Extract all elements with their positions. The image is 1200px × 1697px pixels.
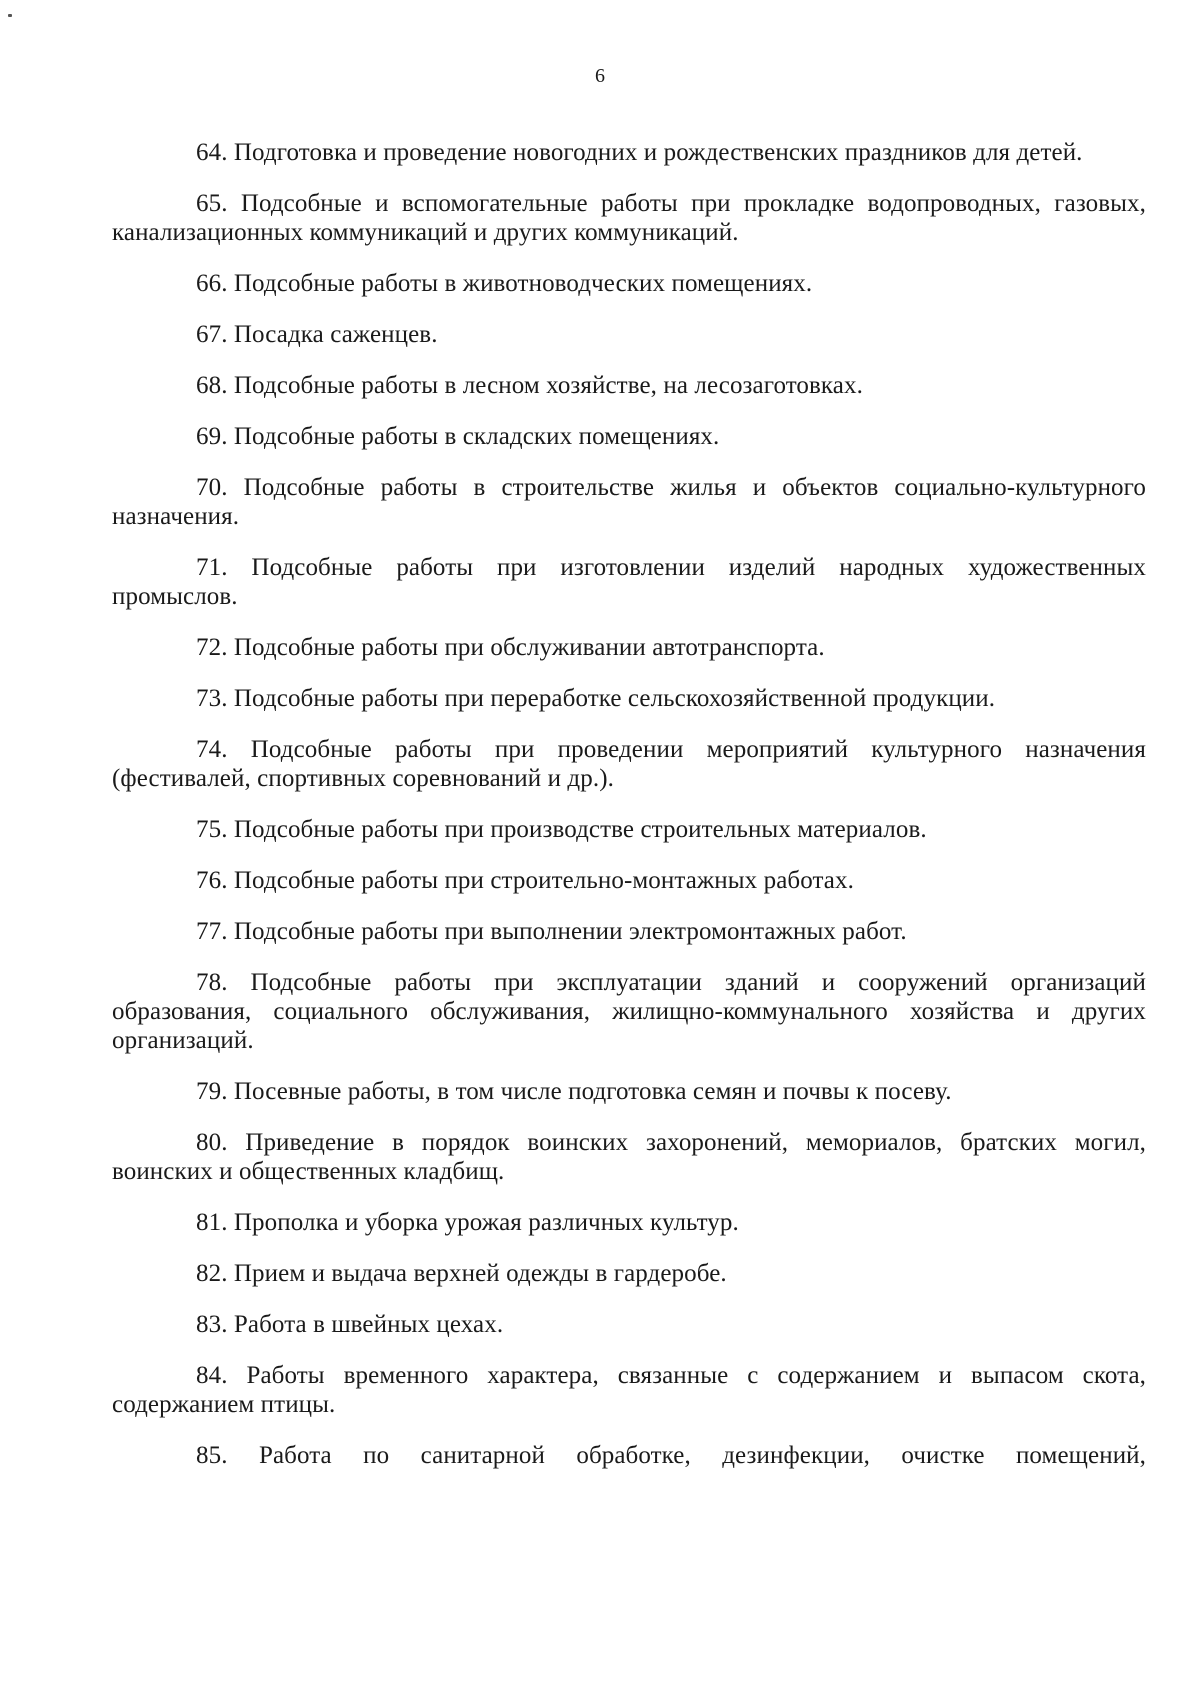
list-item-66: 66. Подсобные работы в животноводческих помещениях. (196, 270, 813, 297)
list-item-78: 78. Подсобные работы при эксплуатации зданий и сооружений организаций образования, социального обслуживания, жилищно-коммунального хозяйства и других организаций. (112, 969, 1146, 1054)
list-item-83: 83. Работа в швейных цехах. (196, 1311, 504, 1338)
list-item-79: 79. Посевные работы, в том числе подготовка семян и почвы к посеву. (196, 1078, 952, 1105)
list-item-71: 71. Подсобные работы при изготовлении изделий народных художественных промыслов. (112, 554, 1146, 610)
list-item-70: 70. Подсобные работы в строительстве жилья и объектов социально-культурного назначения. (112, 474, 1146, 530)
list-item-67: 67. Посадка саженцев. (196, 321, 438, 348)
list-item-80: 80. Приведение в порядок воинских захоронений, мемориалов, братских могил, воинских и общественных кладбищ. (112, 1129, 1146, 1185)
list-item-69: 69. Подсобные работы в складских помещениях. (196, 423, 720, 450)
list-of-works (112, 138, 1146, 1492)
list-item-77: 77. Подсобные работы при выполнении электромонтажных работ. (196, 918, 907, 945)
list-item-73: 73. Подсобные работы при переработке сельскохозяйственной продукции. (196, 685, 996, 712)
list-item-84: 84. Работы временного характера, связанные с содержанием и выпасом скота, содержанием птицы. (112, 1362, 1146, 1418)
list-item-74: 74. Подсобные работы при проведении мероприятий культурного назначения (фестивалей, спортивных соревнований и др.). (112, 736, 1146, 792)
list-item-72: 72. Подсобные работы при обслуживании автотранспорта. (196, 634, 825, 661)
page-number: 6 (595, 65, 605, 87)
list-item-65: 65. Подсобные и вспомогательные работы при прокладке водопроводных, газовых, канализационных коммуникаций и других коммуникаций. (112, 190, 1146, 246)
list-item-64: 64. Подготовка и проведение новогодних и рождественских праздников для детей. (196, 139, 1083, 166)
list-item-68: 68. Подсобные работы в лесном хозяйстве, на лесозаготовках. (196, 372, 863, 399)
list-item-85: 85. Работа по санитарной обработке, дезинфекции, очистке помещений, (196, 1442, 1146, 1469)
list-item-82: 82. Прием и выдача верхней одежды в гардеробе. (196, 1260, 727, 1287)
list-item-76: 76. Подсобные работы при строительно-монтажных работах. (196, 867, 854, 894)
list-item-81: 81. Прополка и уборка урожая различных культур. (196, 1209, 739, 1236)
scan-artifact-mark (8, 14, 12, 17)
list-item-75: 75. Подсобные работы при производстве строительных материалов. (196, 816, 927, 843)
